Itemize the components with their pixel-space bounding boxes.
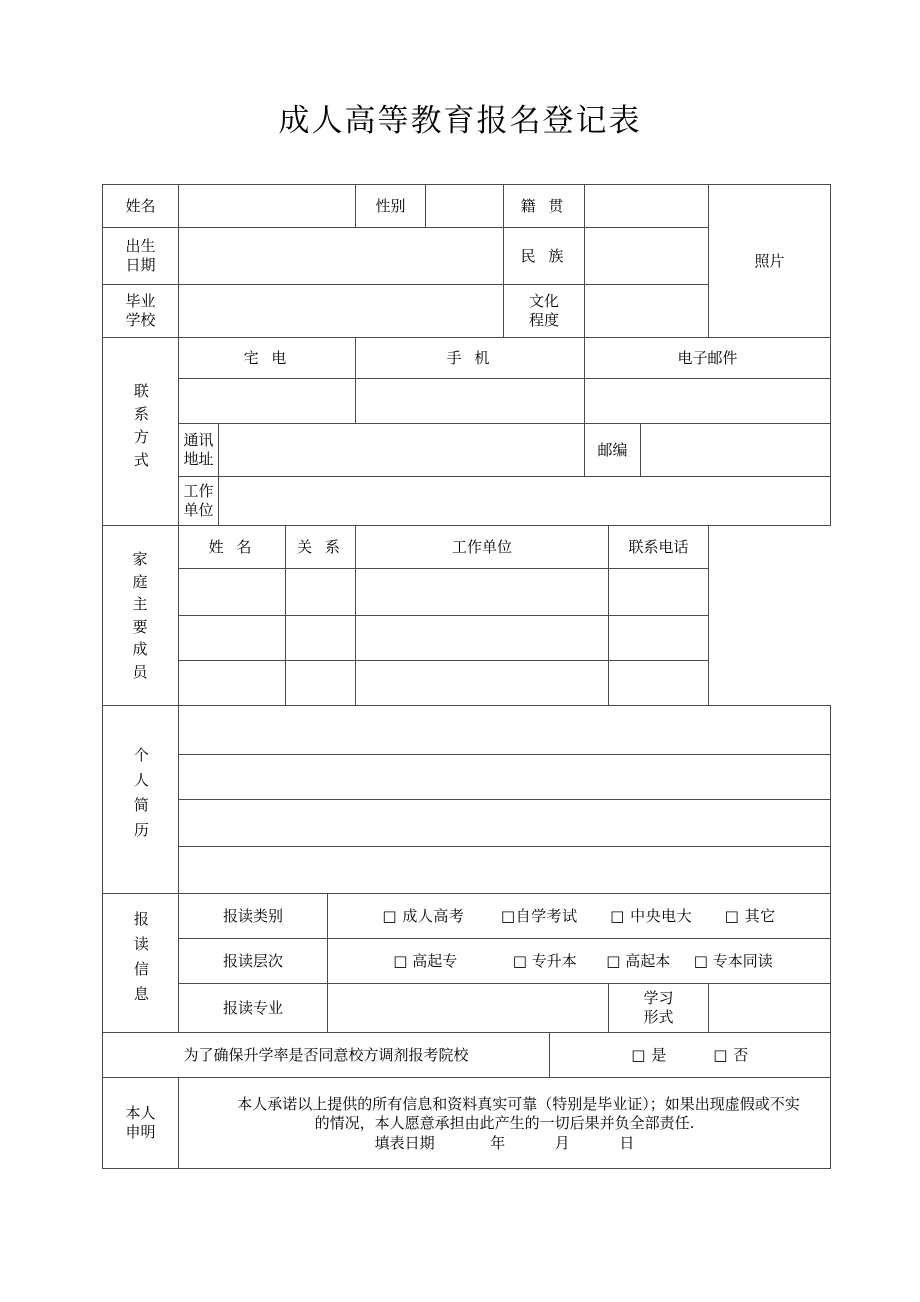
- row-application-category: [103, 894, 831, 939]
- checkbox-option-gaoqiben[interactable]: □ 高起本: [606, 951, 671, 970]
- row-transfer-consent: [103, 1033, 831, 1078]
- label-mobile: 手 机: [356, 338, 585, 379]
- row-name-gender-origin: [103, 185, 831, 228]
- family-cell-workunit[interactable]: [356, 616, 609, 661]
- label-category: 报读类别: [179, 894, 328, 939]
- row-work-unit: [103, 477, 831, 526]
- field-native-place[interactable]: [585, 185, 709, 228]
- label-day[interactable]: 日: [619, 1134, 635, 1153]
- label-study-form-line2: 形式: [643, 1008, 674, 1026]
- label-home-phone: 宅 电: [179, 338, 356, 379]
- resume-line[interactable]: [179, 755, 831, 800]
- family-cell-relation[interactable]: [286, 616, 356, 661]
- declaration-text: [179, 1078, 831, 1169]
- label-name: 姓名: [103, 185, 179, 228]
- label-education-line2: 程度: [528, 311, 559, 329]
- label-ethnicity: 民 族: [504, 228, 585, 285]
- family-cell-phone[interactable]: [609, 661, 709, 706]
- family-cell-name[interactable]: [179, 661, 286, 706]
- row-contact-values: [103, 379, 831, 424]
- family-cell-name[interactable]: [179, 616, 286, 661]
- field-study-form[interactable]: [709, 984, 831, 1033]
- label-major: 报读专业: [179, 984, 328, 1033]
- label-education-line1: 文化: [528, 292, 559, 311]
- checkbox-option-other[interactable]: □ 其它: [724, 906, 776, 925]
- declaration-paragraph-line2: 的情况，本人愿意承担由此产生的一切后果并负全部责任.: [314, 1113, 695, 1132]
- family-cell-workunit[interactable]: [356, 661, 609, 706]
- level-options: [328, 939, 831, 984]
- table-row: [103, 569, 831, 616]
- field-postcode[interactable]: [641, 424, 831, 477]
- checkbox-option-self-study[interactable]: □自学考试: [500, 906, 578, 925]
- label-gender: 性别: [356, 185, 426, 228]
- checkbox-option-gaoqizhuan[interactable]: □ 高起专: [393, 951, 458, 970]
- section-label-application-text: 报读信息: [131, 910, 150, 1011]
- label-study-form-line1: 学习: [643, 989, 674, 1008]
- table-row: [103, 616, 831, 661]
- row-address-postcode: [103, 424, 831, 477]
- field-gender[interactable]: [426, 185, 504, 228]
- row-declaration: [103, 1078, 831, 1169]
- photo-placeholder: 照片: [709, 185, 831, 338]
- checkbox-option-no[interactable]: □ 否: [713, 1045, 749, 1064]
- section-label-declaration-line1: 本人: [125, 1104, 156, 1123]
- label-level: 报读层次: [179, 939, 328, 984]
- checkbox-option-zhuanbentongdu[interactable]: □ 专本同读: [693, 951, 773, 970]
- row-family-headers: [103, 526, 831, 569]
- declaration-paragraph-line1: 本人承诺以上提供的所有信息和资料真实可靠（特别是毕业证）；如果出现虚假或不实: [237, 1094, 800, 1113]
- label-work-unit-line2: 单位: [183, 501, 214, 519]
- family-cell-phone[interactable]: [609, 569, 709, 616]
- label-month[interactable]: 月: [554, 1134, 570, 1153]
- label-school-line2: 学校: [125, 311, 156, 329]
- row-resume-2: [103, 755, 831, 800]
- row-contact-headers: [103, 338, 831, 379]
- checkbox-option-adult-exam[interactable]: □ 成人高考: [382, 906, 465, 925]
- checkbox-option-central-tv-university[interactable]: □ 中央电大: [610, 906, 693, 925]
- label-year[interactable]: 年: [490, 1134, 506, 1153]
- label-address-line2: 地址: [183, 450, 214, 468]
- family-col-header-phone: 联系电话: [609, 526, 709, 569]
- section-label-declaration-line2: 申明: [125, 1123, 156, 1141]
- label-address: [179, 424, 219, 477]
- section-label-contact: [103, 338, 179, 526]
- category-options: [328, 894, 831, 939]
- resume-line[interactable]: [179, 800, 831, 847]
- page-title: 成人高等教育报名登记表: [278, 103, 642, 139]
- checkbox-option-yes[interactable]: □ 是: [631, 1045, 667, 1064]
- family-cell-workunit[interactable]: [356, 569, 609, 616]
- field-education-level[interactable]: [585, 285, 709, 338]
- label-work-unit: [179, 477, 219, 526]
- label-work-unit-line1: 工作: [183, 482, 214, 501]
- field-major[interactable]: [328, 984, 609, 1033]
- label-address-line1: 通讯: [183, 431, 214, 450]
- label-native-place: 籍 贯: [504, 185, 585, 228]
- declaration-date-line: [191, 1134, 818, 1153]
- field-name[interactable]: [179, 185, 356, 228]
- label-postcode: 邮编: [585, 424, 641, 477]
- label-fill-date: 填表日期: [374, 1134, 435, 1153]
- section-label-family-text: 家庭主要成员: [132, 550, 149, 681]
- label-birthdate-line1: 出生: [125, 237, 156, 256]
- field-address[interactable]: [219, 424, 585, 477]
- section-label-resume: [103, 706, 179, 894]
- section-label-application: [103, 894, 179, 1033]
- checkbox-option-zhuanshengben[interactable]: □ 专升本: [512, 951, 577, 970]
- field-birthdate[interactable]: [179, 228, 504, 285]
- field-home-phone[interactable]: [179, 379, 356, 424]
- label-study-form: [609, 984, 709, 1033]
- resume-line[interactable]: [179, 706, 831, 755]
- registration-form-table: [102, 184, 831, 1169]
- section-label-declaration: [103, 1078, 179, 1169]
- transfer-options: [550, 1033, 831, 1078]
- label-graduated-school: [103, 285, 179, 338]
- transfer-question: 为了确保升学率是否同意校方调剂报考院校: [103, 1033, 550, 1078]
- table-row: [103, 661, 831, 706]
- field-work-unit[interactable]: [219, 477, 831, 526]
- label-email: 电子邮件: [585, 338, 831, 379]
- field-mobile[interactable]: [356, 379, 585, 424]
- row-application-major: [103, 984, 831, 1033]
- label-birthdate: [103, 228, 179, 285]
- family-cell-relation[interactable]: [286, 661, 356, 706]
- row-resume-4: [103, 847, 831, 894]
- section-label-resume-text: 个人简历: [131, 747, 150, 848]
- family-cell-name[interactable]: [179, 569, 286, 616]
- family-cell-phone[interactable]: [609, 616, 709, 661]
- label-school-line1: 毕业: [125, 292, 156, 311]
- field-graduated-school[interactable]: [179, 285, 504, 338]
- row-application-level: [103, 939, 831, 984]
- label-education-level: [504, 285, 585, 338]
- family-cell-relation[interactable]: [286, 569, 356, 616]
- field-email[interactable]: [585, 379, 831, 424]
- field-ethnicity[interactable]: [585, 228, 709, 285]
- resume-line[interactable]: [179, 847, 831, 894]
- family-col-header-name: 姓 名: [179, 526, 286, 569]
- label-birthdate-line2: 日期: [125, 256, 156, 274]
- family-col-header-relation: 关 系: [286, 526, 356, 569]
- section-label-family: [103, 526, 179, 706]
- row-resume-1: [103, 706, 831, 755]
- family-col-header-workunit: 工作单位: [356, 526, 609, 569]
- section-label-contact-text: 联系方式: [131, 383, 150, 476]
- row-resume-3: [103, 800, 831, 847]
